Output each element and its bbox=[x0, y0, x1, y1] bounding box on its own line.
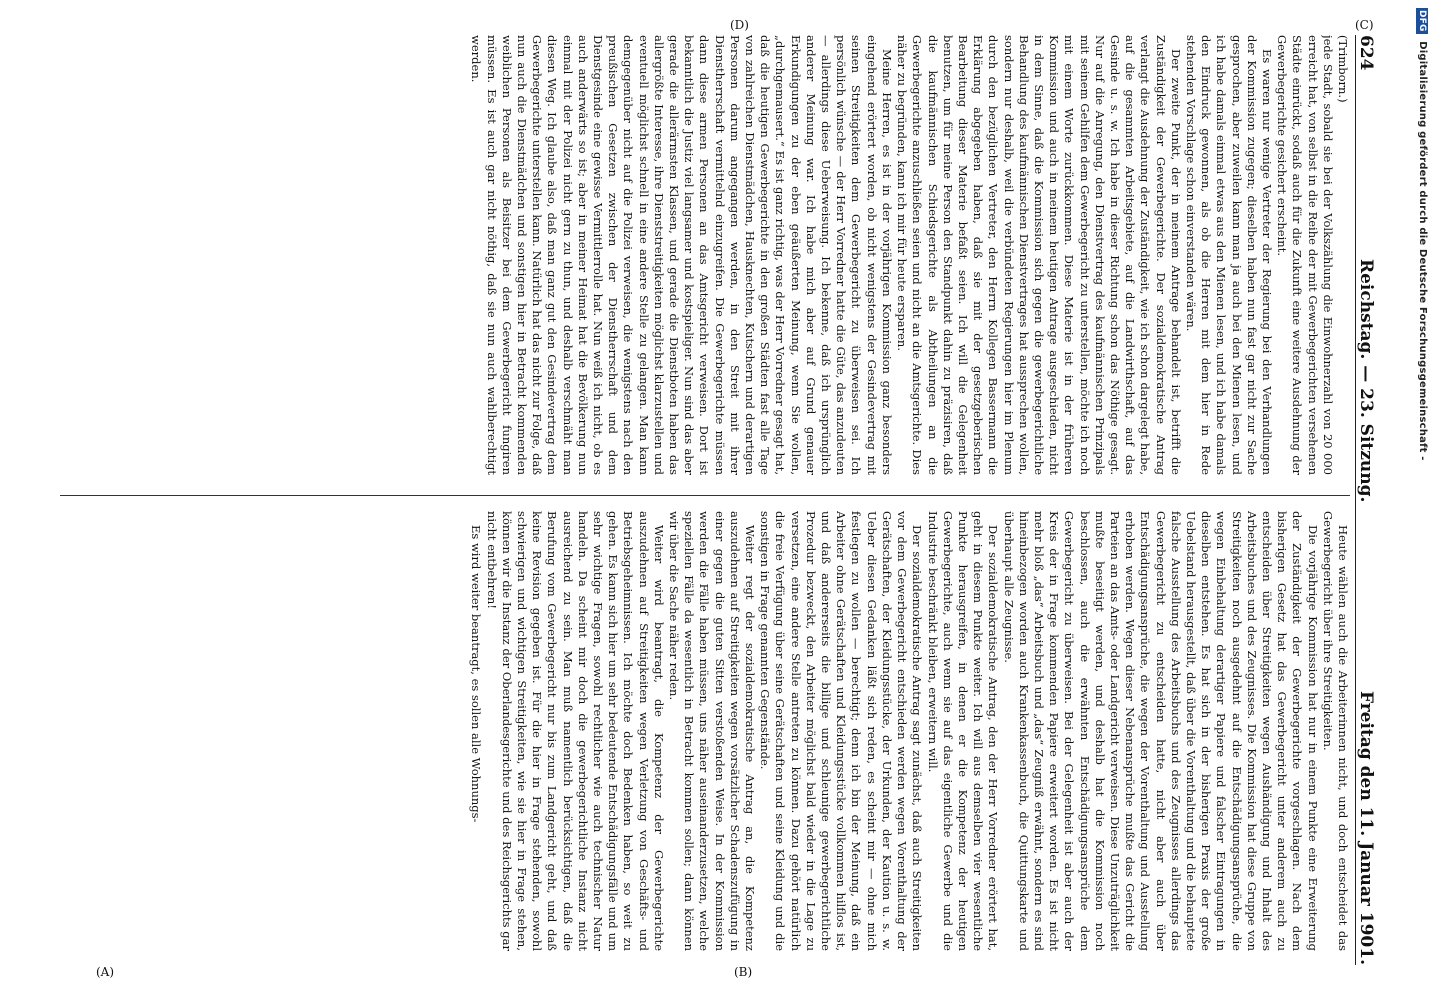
left-paragraph: Meine Herren, es ist in der vorjährigen Kommission ganz besonders eingehend erörtert worden, ob nicht wenigstens der Gesindevertrag mit seinen Streitigkeiten dem Gewerbegericht zu überweisen sei. Ich persönlich wünsche — der Herr Vorredner hatte die Güte, das anzudeuten — allerdings diese Ueberweisung. Ich bekenne, daß ich ursprünglich anderer Meinung war. Ich habe mich aber auf Grund genauer Erkundigungen zu der eben geäußerten Meinung, wenn Sie wollen, „durchgemausert.“ Es ist ganz richtig, was der Herr Vorredner gesagt hat, daß die heutigen Gewerbegerichte in den großen Städten fast alle Tage von zahlreichen Dienstmädchen, Hausknechten, Kutschern und derartigen Personen darum angegangen werden, in den Streit mit ihrer Dienstherrschaft vermittelnd einzugreifen. Die Gewerbegerichte müssen dann diese armen Personen an das Amtsgericht verweisen. Dort ist bekanntlich die Justiz viel langsamer und kostspieliger. Nun sind das aber gerade die allerärmsten Klassen, und gerade die Dienstboten haben das allergrößte Interesse, ihre Dienststreitigkeiten möglichst klarzustellen und eventuell möglichst schnell in eine andere Stelle zu gelangen. Man kann demgegenüber nicht auf die Polizei verweisen, die wenigstens nach den preußischen Gesetzen zwischen der Dienstherrschaft und dem Dienstgesinde eine gewisse Vermittlerrolle hat. Nun weiß ich nicht, ob es auch anderwärts so ist; aber in meiner Heimat hat die Bevölkerung nun einmal mit der Polizei nicht gern zu thun, und deshalb verschmäht man diesen Weg. Ich glaube also, daß man ganz gut den Gesindevertrag dem Gewerbegerichte unterstellen kann. Natürlich hat das nicht zur Folge, daß nun auch die Dienstmädchen und sonstigen hier in Betracht kommenden weiblichen Personen als Beisitzer bei dem Gewerbegericht fungiren müssen. Es ist auch gar nicht nöthig, daß sie nun auch wahlberechtigt werden. bbox=[469, 35, 894, 475]
left-column bbox=[60, 35, 1350, 475]
right-paragraph: Es wird weiter beantragt, es sollen alle Wohnungs- bbox=[469, 525, 484, 823]
header-session: Reichstag. — 23. Sitzung. bbox=[1356, 258, 1376, 503]
right-paragraph: Der sozialdemokratische Antrag, den der Herr Vorredner erörtert hat, geht in diesem Punkte weiter. Ich will aus demselben vier wesentliche Punkte herausgreifen, in denen er die Kompetenz der heutigen Gewerbegerichte, auch wenn sie auf das eigentliche Gewerbe und die Industrie beschränkt bleiben, erweitern will. bbox=[925, 511, 1001, 951]
margin-mark-d: (D) bbox=[730, 18, 749, 32]
left-paragraph: Der zweite Punkt, der in meinem Antrage behandelt ist, betrifft die Zuständigkeit der Gewerbegerichte. Der sozialdemokratische Antrag verlangt die Ausdehnung der Zuständigkeit, wie ich schon dargelegt habe, auf die gesammten Arbeitsgebiete, auf die Landwirthschaft, auf das Gesinde u. s. w. Ich habe in dieser Richtung schon das Nöthige gesagt. Nur auf die Anregung, den Dienstvertrag des kaufmännischen Prinzipals mit seinem Gehilfen dem Gewerbegericht zu unterstellen, möchte ich noch mit einem Worte zurückkommen. Diese Materie ist in der früheren Kommission und auch in meinem heutigen Antrage ausgeschieden, nicht in dem Sinne, daß die Kommission sich gegen die gewerbegerichtliche Behandlung des kaufmännischen Dienstvertrages hat aussprechen wollen, sondern nur deshalb, weil die verbündeten Regierungen hier im Plenum durch den bezüglichen Vertreter, den Herrn Kollegen Bassermann die Erklärung abgegeben haben, daß sie mit der gesetzgeberischen Bearbeitung dieser Materie befaßt seien. Ich will die Gelegenheit benutzen, um für meine Person den Standpunkt dahin zu präzisiren, daß die kaufmännischen Schiedsgerichte als Abtheilungen an die Gewerbegerichte anzuschließen seien und nicht an die Amtsgerichte. Dies näher zu begründen, kann ich mir für heute ersparen. bbox=[895, 35, 1183, 475]
right-paragraph: Der sozialdemokratische Antrag sagt zunächst, daß auch Streitigkeiten vor dem Gewerbegericht entschieden werden wegen Vorenthaltung der Gerätschaften, der Kleidungsstücke, der Urkunden, der Kaution u. s. w. Ueber diesen Gedanken läßt sich reden, es scheint mir — ohne mich festlegen zu wollen — berechtigt; denn ich bin der Meinung, daß ein Arbeiter ohne Gerätschaften und Kleidungsstücke vollkommen hilflos ist, und daß andererseits die billige und schleunige gewerbegerichtliche Prozedur bezweckt, den Arbeiter möglichst bald wieder in die Lage zu versetzen, eine andere Stelle antreten zu können. Dazu gehört natürlich die freie Verfügung über seine Gerätschaften und seine Kleidung und die sonstigen in Frage genannten Gegenstände. bbox=[758, 511, 925, 951]
header-date: Freitag den 11. Januar 1901. bbox=[1356, 690, 1376, 965]
margin-mark-a: (A) bbox=[96, 965, 115, 979]
digitization-credit bbox=[1416, 8, 1428, 461]
page-header bbox=[1355, 35, 1390, 965]
credit-text: Digitalisierung gefördert durch die Deutsche Forschungsgemeinschaft - bbox=[1417, 41, 1428, 461]
column-divider bbox=[60, 495, 1350, 496]
right-paragraph: Heute wählen auch die Arbeiterinnen nicht, und doch entscheidet das Gewerbegericht über ihre Streitigkeiten. bbox=[1320, 511, 1350, 951]
margin-mark-c: (C) bbox=[1355, 18, 1374, 32]
page-number: 624 bbox=[1356, 35, 1376, 71]
right-paragraph: Weiter regt der sozialdemokratische Antrag an, die Kompetenz auszudehnen auf Streitigkeiten wegen vorsätzlicher Schadenszufügung in einer gegen die guten Sitten verstoßenden Weise. In der Kommission werden die Fälle haben müssen, uns näher auseinanderzusetzen, welche speziellen Fälle da wesentlich in Betracht kommen sollen; dann können wir über die Sache näher reden. bbox=[667, 511, 758, 951]
speaker-name: (Trimborn.) bbox=[1336, 35, 1350, 103]
right-column bbox=[60, 511, 1350, 951]
left-paragraph: Es waren nur wenige Vertreter der Regierung bei den Verhandlungen der Kommission zugegen; dieselben haben nun fast gar nicht zur Sache gesprochen, aber zuweilen kann man ja auch bei den Mienen lesen, und ich habe damals einmal etwas aus den Mienen lesen, und ich habe damals den Eindruck gewonnen, als ob die Herren mit dem hier in Rede stehenden Vorschlage schon einverstanden wären. bbox=[1183, 35, 1274, 475]
dfg-logo: DFG bbox=[1417, 10, 1427, 32]
rotated-page-content bbox=[50, 35, 1390, 965]
left-paragraph: jede Stadt, sobald sie bei der Volkszählung die Einwohnerzahl von 20 000 erreicht hat, von selbst in die Reihe der mit Gewerbegerichten versehenen Städte einrückt, sodaß auch für die Zukunft eine weitere Ausdehnung der Gewerbegerichte gesichert erscheint. bbox=[1275, 35, 1335, 475]
right-paragraph: Die vorjährige Kommission hat nur in einem Punkte eine Erweiterung der Zuständigkeit der Gewerbegerichte vorgeschlagen. Nach dem bisherigen Gesetz hat das Gewerbegericht unter anderem auch zu entscheiden über Streitigkeiten wegen Aushändigung und Inhalt des Arbeitsbuches und des Zeugnisses. Die Kommission hat diese Gruppe von Streitigkeiten noch ausgedehnt auf die Entschädigungsansprüche, die wegen Einbehaltung derartiger Papiere und falscher Eintragungen in dieselben entstehen. Es hat sich in der bisherigen Praxis der große Uebelstand herausgestellt, daß über die Vorenthaltung und die behauptete falsche Ausstellung des Arbeitsbuchs und des Zeugnisses allerdings das Gewerbegericht zu entscheiden hatte, nicht aber auch über Entschädigungsansprüche, die wegen der Vorenthaltung und Ausstellung erhoben werden. Wegen dieser Nebenansprüche mußte das Gericht die Parteien an das Amts- oder Landgericht verweisen. Diese Unzuträglichkeit mußte beseitigt werden, und deshalb hat die Kommission noch beschlossen, auch die erwähnten Entschädigungsansprüche dem Gewerbegericht zu überweisen. Bei der Gelegenheit ist aber auch der Kreis der in Frage kommenden Papiere erweitert worden. Es ist nicht mehr bloß „das“ Arbeitsbuch und „das“ Zeugniß erwähnt, sondern es sind hineinbezogen worden auch Krankenkassenbuch, die Quittungskarte und überhaupt alle Zeugnisse. bbox=[1001, 511, 1320, 951]
right-paragraph: Weiter wird beantragt, die Kompetenz der Gewerbegerichte auszudehnen auf Streitigkeiten wegen Verletzung von Geschäfts- und Betriebsgeheimnissen. Ich möchte doch Bedenken haben, so weit zu gehen. Es kann sich hier um sehr bedeutende Entschädigungsfälle und um sehr wichtige Fragen, sowohl rechtlicher wie auch technischer Natur handeln. Da scheint mir doch die gewerbegerichtliche Instanz nicht ausreichend zu sein. Man muß namentlich berücksichtigen, daß die Berufung vom Gewerbegericht nur bis zum Landgericht geht, und daß keine Revision gegeben ist. Für die hier in Frage stehenden, sowohl schwierigen und wichtigen Streitigkeiten, wie sie hier in Frage stehen, können wir die Instanz der Oberlandesgerichte und des Reichsgerichts gar nicht entbehren! bbox=[484, 511, 666, 951]
text-columns bbox=[60, 35, 1350, 965]
margin-mark-b: (B) bbox=[734, 965, 753, 979]
